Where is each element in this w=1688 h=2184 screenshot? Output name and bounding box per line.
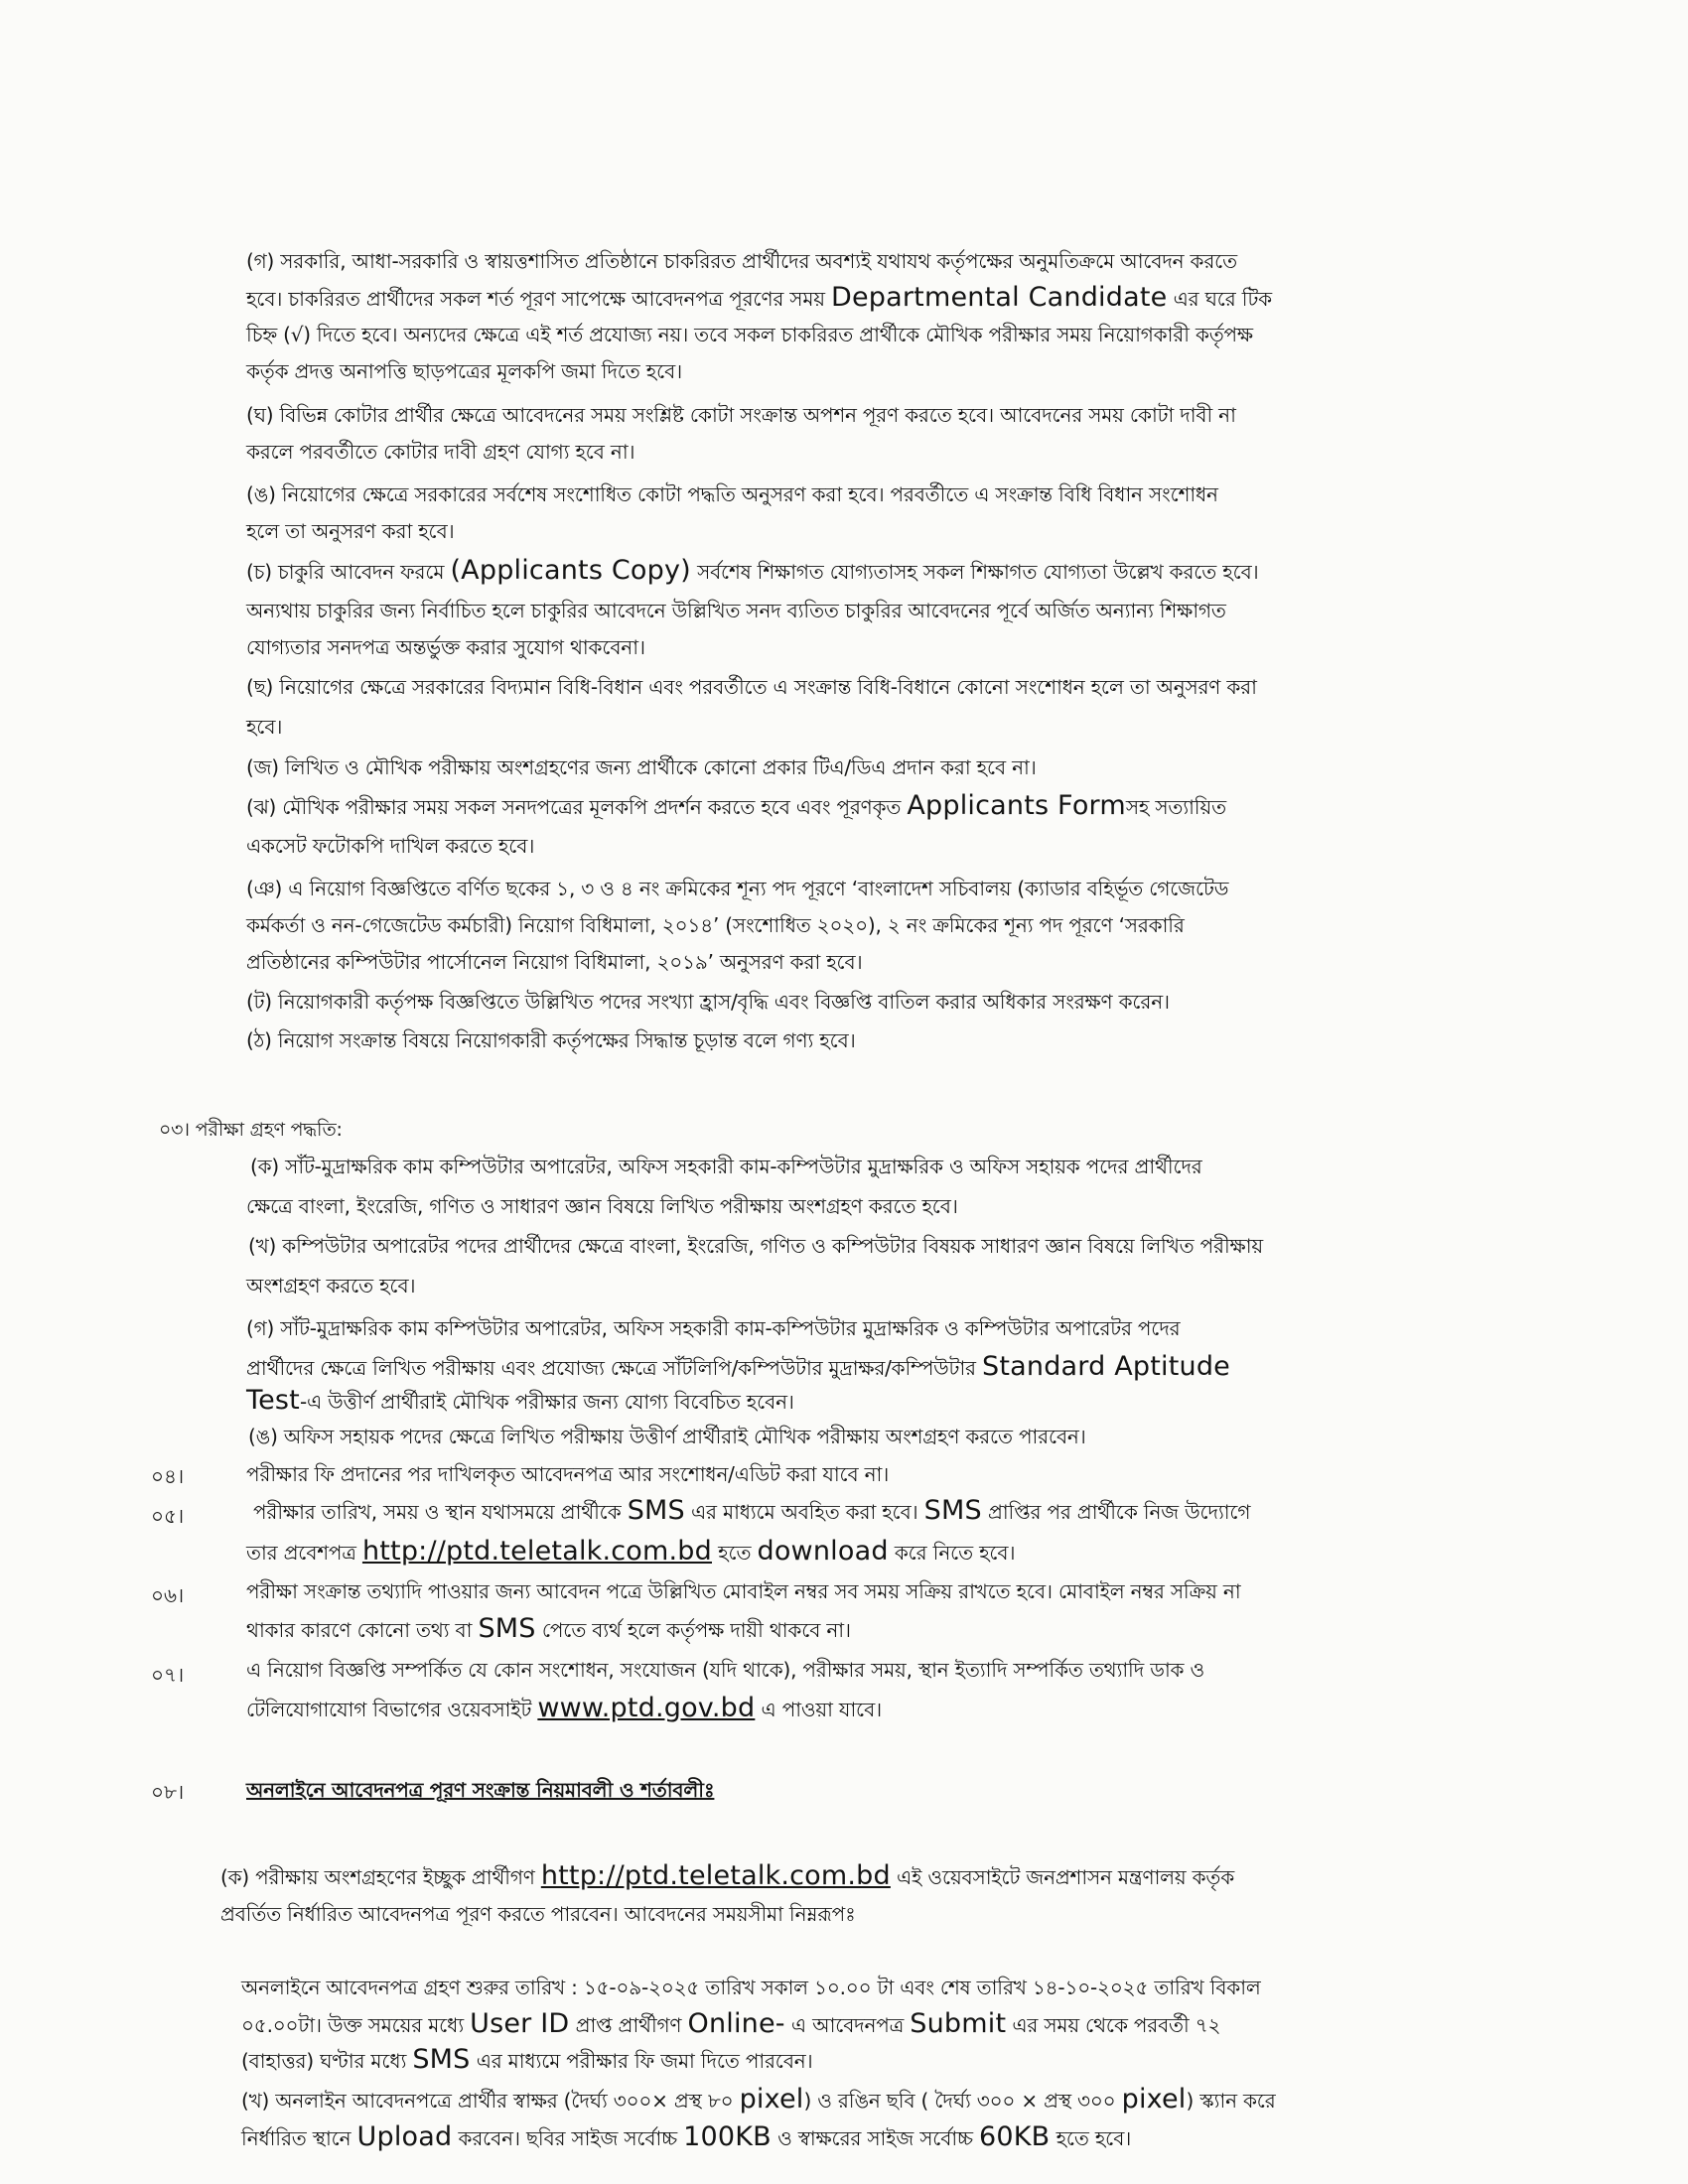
s3-kha-line2: অংশগ্রহণ করতে হবে।	[246, 1274, 416, 1297]
s3-ka-line2: ক্ষেত্রে বাংলা, ইংরেজি, গণিত ও সাধারণ জ্ঞান বিষয়ে লিখিত পরীক্ষায় অংশগ্রহণ করতে হবে।	[246, 1194, 958, 1218]
teletalk-link[interactable]: http://ptd.teletalk.com.bd	[540, 1860, 891, 1891]
english-term: Test	[246, 1385, 300, 1416]
item-07-line2	[246, 1694, 882, 1724]
english-term: pixel	[739, 2084, 804, 2115]
english-term: Applicants Form	[907, 790, 1126, 821]
english-term: Upload	[356, 2121, 453, 2152]
text: টেলিযোগাযোগ বিভাগের ওয়েবসাইট	[246, 1698, 532, 1721]
para-jha-line2: একসেট ফটোকপি দাখিল করতে হবে।	[246, 834, 535, 858]
text: -এ উত্তীর্ণ প্রার্থীরাই মৌখিক পরীক্ষার জন্য যোগ্য বিবেচিত হবেন।	[299, 1390, 794, 1414]
text: প্রাপ্ত প্রার্থীগণ	[575, 2013, 682, 2037]
s8-kha-line2	[241, 2122, 1131, 2153]
text: (বাহাত্তর) ঘণ্টার মধ্যে	[241, 2049, 407, 2073]
item-05-line1	[253, 1496, 1250, 1527]
text: পরীক্ষার তারিখ, সময় ও স্থান যথাসময়ে প্রার্থীকে	[253, 1500, 622, 1524]
english-term: SMS	[923, 1495, 982, 1526]
text: ) স্ক্যান করে	[1186, 2089, 1276, 2113]
text: থাকার কারণে কোনো তথ্য বা	[246, 1618, 473, 1642]
text: প্রার্থীদের ক্ষেত্রে লিখিত পরীক্ষায় এবং প্রযোজ্য ক্ষেত্রে সাঁটলিপি/কম্পিউটার মুদ্রাক্ষর/কম্পিউটার	[246, 1356, 976, 1380]
text: পেতে ব্যর্থ হলে কর্তৃপক্ষ দায়ী থাকবে না।	[541, 1618, 851, 1642]
item-04-line1: পরীক্ষার ফি প্রদানের পর দাখিলকৃত আবেদনপত্র আর সংশোধন/এডিট করা যাবে না।	[246, 1462, 890, 1486]
text: ও স্বাক্ষরের সাইজ সর্বোচ্চ	[777, 2126, 973, 2150]
text: তার প্রবেশপত্র	[246, 1541, 356, 1565]
para-ja-line1: (জ) লিখিত ও মৌখিক পরীক্ষায় অংশগ্রহণের জন্য প্রার্থীকে কোনো প্রকার টিএ/ডিএ প্রদান করা হবে না।	[246, 755, 1037, 779]
item-06-line2	[246, 1614, 851, 1645]
s8-ka-line1	[220, 1861, 1234, 1892]
s8-kha-line1	[241, 2085, 1276, 2116]
s3-ga-line1: (গ) সাঁট-মুদ্রাক্ষরিক কাম কম্পিউটার অপারেটর, অফিস সহকারী কাম-কম্পিউটার মুদ্রাক্ষরিক ও কম্পিউটার অপারেটর পদের	[246, 1316, 1181, 1340]
text: প্রাপ্তির পর প্রার্থীকে নিজ উদ্যোগে	[988, 1500, 1251, 1524]
para-ga-line3: চিহ্ন (√) দিতে হবে। অন্যদের ক্ষেত্রে এই শর্ত প্রযোজ্য নয়। তবে সকল চাকরিরত প্রার্থীকে মৌখিক পরীক্ষার সময় নিয়োগকারী কর্তৃপক্ষ	[246, 323, 1253, 346]
english-term: (Applicants Copy)	[450, 555, 691, 586]
s3-ka-line1: (ক) সাঁট-মুদ্রাক্ষরিক কাম কম্পিউটার অপারেটর, অফিস সহকারী কাম-কম্পিউটার মুদ্রাক্ষরিক ও অফিস সহায়ক পদের প্রার্থীদের	[250, 1155, 1202, 1178]
text: সহ সত্যায়িত	[1125, 795, 1226, 819]
english-term: SMS	[627, 1495, 685, 1526]
s8-time-line2	[241, 2009, 1220, 2040]
para-cha-line2: অন্যথায় চাকুরির জন্য নির্বাচিত হলে চাকুরির আবেদনে উল্লিখিত সনদ ব্যতিত চাকুরির আবেদনের পূর্বে অর্জিত অন্যান্য শিক্ষাগত	[246, 599, 1226, 622]
text: এ পাওয়া যাবে।	[761, 1698, 882, 1721]
english-term: pixel	[1121, 2084, 1187, 2115]
text: (ক) পরীক্ষায় অংশগ্রহণের ইচ্ছুক প্রার্থীগণ	[220, 1865, 535, 1889]
text: ) ও রঙিন ছবি ( দৈর্ঘ্য ৩০০ × প্রস্থ ৩০০	[803, 2089, 1116, 2113]
s3-uma-line1: (ঙ) অফিস সহায়ক পদের ক্ষেত্রে লিখিত পরীক্ষায় উত্তীর্ণ প্রার্থীরাই মৌখিক পরীক্ষায় অংশগ্রহণ করতে পারবেন।	[248, 1425, 1086, 1448]
text: হতে হবে।	[1055, 2126, 1132, 2150]
english-term: download	[757, 1536, 889, 1567]
text: সর্বশেষ শিক্ষাগত যোগ্যতাসহ সকল শিক্ষাগত যোগ্যতা উল্লেখ করতে হবে।	[697, 560, 1259, 584]
item-number-06: ০৬।	[151, 1583, 185, 1607]
item-06-line1: পরীক্ষা সংক্রান্ত তথ্যাদি পাওয়ার জন্য আবেদন পত্রে উল্লিখিত মোবাইল নম্বর সব সময় সক্রিয় রাখতে হবে। মোবাইল নম্বর সক্রিয় না	[246, 1579, 1241, 1603]
text: (খ) অনলাইন আবেদনপত্রে প্রার্থীর স্বাক্ষর (দৈর্ঘ্য ৩০০× প্রস্থ ৮০	[241, 2089, 734, 2113]
english-term: 60KB	[979, 2121, 1051, 2152]
text: হবে। চাকরিরত প্রার্থীদের সকল শর্ত পূরণ সাপেক্ষে আবেদনপত্র পূরণের সময়	[246, 287, 825, 311]
para-uma-line2: হলে তা অনুসরণ করা হবে।	[246, 519, 455, 543]
para-gha-line2: করলে পরবর্তীতে কোটার দাবী গ্রহণ যোগ্য হবে না।	[246, 440, 635, 464]
item-05-line2	[246, 1537, 1015, 1568]
s3-ga-line2	[246, 1352, 1230, 1383]
s8-time-line1: অনলাইনে আবেদনপত্র গ্রহণ শুরুর তারিখ : ১৫-০৯-২০২৫ তারিখ সকাল ১০.০০ টা এবং শেষ তারিখ ১৪-১০-২০২৫ তারিখ বিকাল	[241, 1976, 1261, 1999]
text: হতে	[718, 1541, 752, 1565]
item-07-line1: এ নিয়োগ বিজ্ঞপ্তি সম্পর্কিত যে কোন সংশোধন, সংযোজন (যদি থাকে), পরীক্ষার সময়, স্থান ইত্যাদি সম্পর্কিত তথ্যাদি ডাক ও	[246, 1658, 1205, 1682]
para-ga-line2	[246, 283, 1272, 314]
english-term: SMS	[478, 1613, 536, 1644]
para-nya-line1: (ঞ) এ নিয়োগ বিজ্ঞপ্তিতে বর্ণিত ছকের ১, ৩ ও ৪ নং ক্রমিকের শূন্য পদ পূরণে ‘বাংলাদেশ সচিবালয় (ক্যাডার বহির্ভূত গেজেটেড	[246, 877, 1229, 900]
text: এর সময় থেকে পরবর্তী ৭২	[1012, 2013, 1221, 2037]
item-number-08: ০৮।	[151, 1780, 185, 1804]
english-term: Standard Aptitude	[982, 1351, 1230, 1382]
english-term: Online-	[687, 2008, 785, 2039]
text: এর ঘরে টিক	[1173, 287, 1272, 311]
text: করে নিতে হবে।	[894, 1541, 1016, 1565]
text: এ আবেদনপত্র	[790, 2013, 905, 2037]
s3-kha-line1: (খ) কম্পিউটার অপারেটর পদের প্রার্থীদের ক্ষেত্রে বাংলা, ইংরেজি, গণিত ও কম্পিউটার বিষয়ক সাধারণ জ্ঞান বিষয়ে লিখিত পরীক্ষায়	[248, 1234, 1263, 1258]
text: (ঝ) মৌখিক পরীক্ষার সময় সকল সনদপত্রের মূলকপি প্রদর্শন করতে হবে এবং পূরণকৃত	[246, 795, 902, 819]
para-ga-line4: কর্তৃক প্রদত্ত অনাপত্তি ছাড়পত্রের মূলকপি জমা দিতে হবে।	[246, 359, 682, 383]
english-term: SMS	[412, 2044, 471, 2075]
para-ga-line1: (গ) সরকারি, আধা-সরকারি ও স্বায়ত্তশাসিত প্রতিষ্ঠানে চাকরিরত প্রার্থীদের অবশ্যই যথাযথ কর্তৃপক্ষের অনুমতিক্রমে আবেদন করতে	[246, 249, 1237, 273]
text: করবেন। ছবির সাইজ সর্বোচ্চ	[458, 2126, 677, 2150]
english-term: 100KB	[683, 2121, 772, 2152]
english-term: Departmental Candidate	[830, 282, 1168, 313]
text: নির্ধারিত স্থানে	[241, 2126, 352, 2150]
para-ta-line1: (ট) নিয়োগকারী কর্তৃপক্ষ বিজ্ঞপ্তিতে উল্লিখিত পদের সংখ্যা হ্রাস/বৃদ্ধি এবং বিজ্ঞপ্তি বাতিল করার অধিকার সংরক্ষণ করেন।	[246, 990, 1170, 1014]
item-number-07: ০৭।	[151, 1663, 185, 1687]
para-chha-line2: হবে।	[246, 715, 283, 739]
s3-ga-line3	[246, 1386, 794, 1417]
para-jha-line1	[246, 791, 1226, 822]
para-chha-line1: (ছ) নিয়োগের ক্ষেত্রে সরকারের বিদ্যমান বিধি-বিধান এবং পরবর্তীতে এ সংক্রান্ত বিধি-বিধানে কোনো সংশোধন হলে তা অনুসরণ করা	[246, 675, 1257, 699]
text: এই ওয়েবসাইটে জনপ্রশাসন মন্ত্রণালয় কর্তৃক	[897, 1865, 1235, 1889]
text: ০৫.০০টা। উক্ত সময়ের মধ্যে	[241, 2013, 464, 2037]
para-cha-line1	[246, 556, 1259, 587]
s8-ka-line2: প্রবর্তিত নির্ধারিত আবেদনপত্র পূরণ করতে পারবেন। আবেদনের সময়সীমা নিম্নরূপঃ	[220, 1902, 856, 1926]
item-number-04: ০৪।	[151, 1464, 185, 1488]
para-cha-line3: যোগ্যতার সনদপত্র অন্তর্ভুক্ত করার সুযোগ থাকবেনা।	[246, 635, 645, 659]
item-08-heading: অনলাইনে আবেদনপত্র পূরণ সংক্রান্ত নিয়মাবলী ও শর্তাবলীঃ	[246, 1778, 715, 1802]
para-uma-line1: (ঙ) নিয়োগের ক্ষেত্রে সরকারের সর্বশেষ সংশোধিত কোটা পদ্ধতি অনুসরণ করা হবে। পরবর্তীতে এ সংক্রান্ত বিধি বিধান সংশোধন	[246, 482, 1218, 506]
teletalk-link[interactable]: http://ptd.teletalk.com.bd	[361, 1536, 712, 1567]
item-number-05: ০৫।	[151, 1504, 185, 1528]
para-nya-line3: প্রতিষ্ঠানের কম্পিউটার পার্সোনেল নিয়োগ বিধিমালা, ২০১৯’ অনুসরণ করা হবে।	[246, 950, 863, 974]
text: (চ) চাকুরি আবেদন ফরমে	[246, 560, 445, 584]
para-nya-line2: কর্মকর্তা ও নন-গেজেটেড কর্মচারী) নিয়োগ বিধিমালা, ২০১৪’ (সংশোধিত ২০২০), ২ নং ক্রমিকের শূন্য পদ পূরণে ‘সরকারি	[246, 913, 1185, 937]
para-gha-line1: (ঘ) বিভিন্ন কোটার প্রার্থীর ক্ষেত্রে আবেদনের সময় সংশ্লিষ্ট কোটা সংক্রান্ত অপশন পূরণ করতে হবে। আবেদনের সময় কোটা দাবী না	[246, 403, 1236, 427]
para-tha-line1: (ঠ) নিয়োগ সংক্রান্ত বিষয়ে নিয়োগকারী কর্তৃপক্ষের সিদ্ধান্ত চূড়ান্ত বলে গণ্য হবে।	[246, 1028, 856, 1052]
english-term: Submit	[910, 2008, 1007, 2039]
section3-heading: ০৩। পরীক্ষা গ্রহণ পদ্ধতি:	[159, 1119, 343, 1141]
text: এর মাধ্যমে পরীক্ষার ফি জমা দিতে পারবেন।	[476, 2049, 813, 2073]
ptd-website-link[interactable]: www.ptd.gov.bd	[537, 1693, 756, 1723]
s8-time-line3	[241, 2045, 812, 2076]
text: এর মাধ্যমে অবহিত করা হবে।	[691, 1500, 918, 1524]
english-term: User ID	[470, 2008, 570, 2039]
